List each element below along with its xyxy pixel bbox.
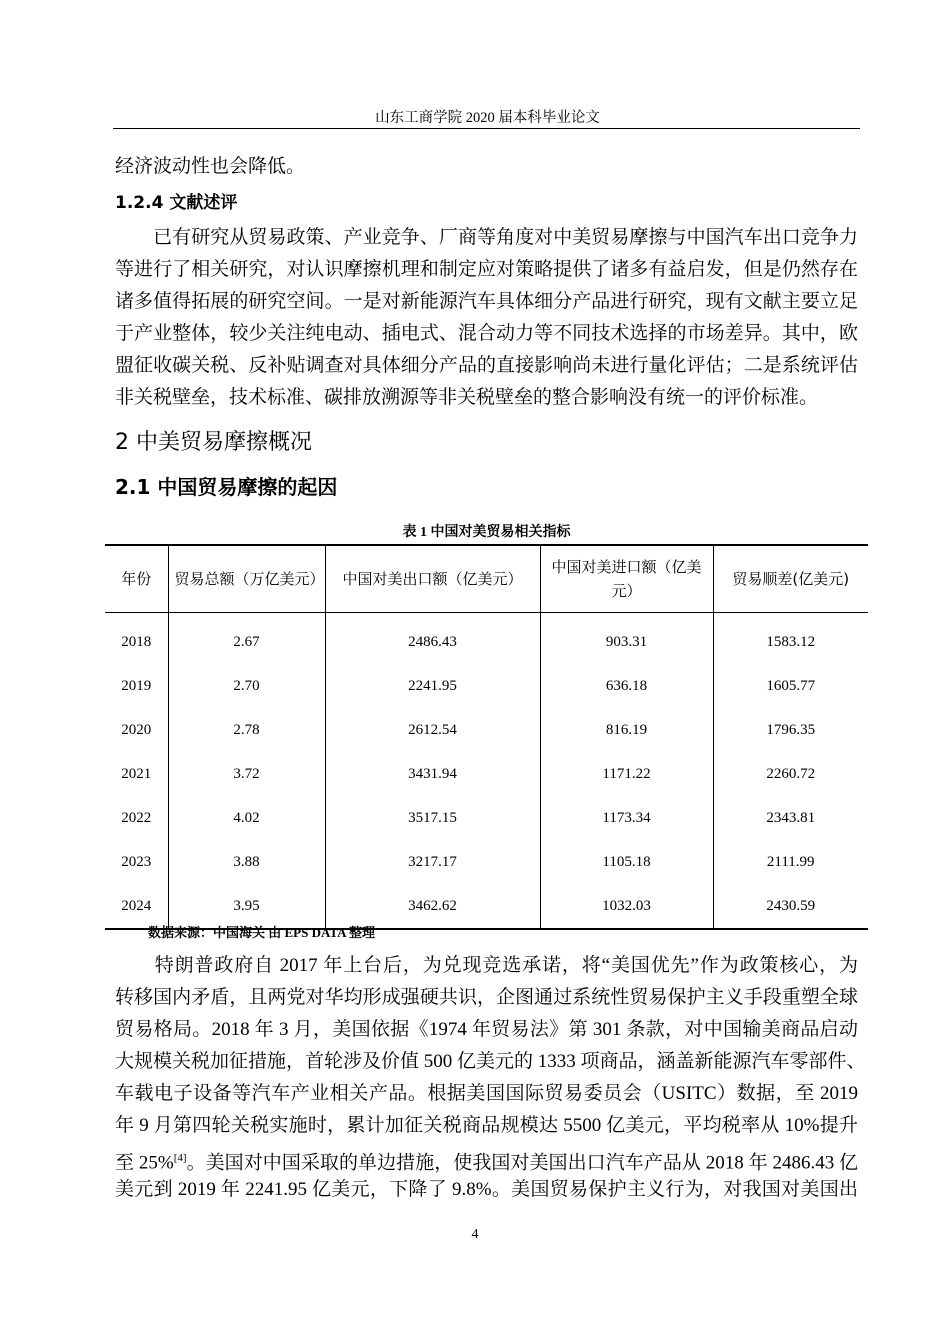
table-row (105, 752, 868, 796)
text: 。美国对中国采取的单边措施，使我国对美国出口汽车产品从 2018 年 2486.43 亿 (186, 1152, 858, 1174)
table-cell: 4.02 (168, 796, 325, 840)
table-cell: 3.88 (168, 840, 325, 884)
table-cell: 2019 (121, 677, 152, 694)
section-heading-2-1: 2.1 中国贸易摩擦的起因 (115, 475, 338, 499)
table-cell: 2020 (121, 721, 152, 738)
table-cell: 3517.15 (325, 796, 540, 840)
table-cell: 636.18 (540, 664, 713, 708)
body-line: 盟征收碳关税、反补贴调查对具体细分产品的直接影响尚未进行量化评估；二是系统评估 (115, 355, 858, 376)
table-cell: 2021 (121, 765, 152, 782)
body-line: 特朗普政府自 2017 年上台后，为兑现竞选承诺，将“美国优先”作为政策核心，为 (115, 955, 858, 976)
table-cell: 2241.95 (325, 664, 540, 708)
body-line: 大规模关税加征措施，首轮涉及价值 500 亿美元的 1333 项商品，涵盖新能源汽车零部件、 (115, 1051, 866, 1072)
table-header-row (105, 545, 868, 613)
table-cell: 2111.99 (713, 840, 868, 884)
body-line: 转移国内矛盾，且两党对华均形成强硬共识，企图通过系统性贸易保护主义手段重塑全球 (115, 987, 858, 1008)
table-row (105, 613, 868, 665)
table-cell: 1032.03 (540, 884, 713, 929)
table-cell: 2.78 (168, 708, 325, 752)
table-cell: 903.31 (540, 613, 713, 665)
column-header: 贸易顺差(亿美元) (713, 545, 868, 613)
trade-indicators-table (105, 544, 868, 930)
table-cell: 816.19 (540, 708, 713, 752)
page-number: 4 (471, 1227, 479, 1242)
table-cell: 2022 (121, 809, 152, 826)
table-cell: 1583.12 (713, 613, 868, 665)
table-cell: 2.67 (168, 613, 325, 665)
table-cell: 2260.72 (713, 752, 868, 796)
table-cell: 3.95 (168, 884, 325, 929)
table-cell: 1605.77 (713, 664, 868, 708)
table-caption: 表 1 中国对美贸易相关指标 (402, 525, 571, 540)
table-row (105, 840, 868, 884)
table-cell: 2486.43 (325, 613, 540, 665)
section-heading-1-2-4: 1.2.4 文献述评 (115, 193, 238, 213)
header-rule (113, 128, 860, 129)
body-line: 经济波动性也会降低。 (115, 156, 306, 177)
body-line: 车载电子设备等汽车产业相关产品。根据美国国际贸易委员会（USITC）数据，至 2019 (115, 1083, 858, 1104)
text: 至 25% (115, 1152, 174, 1174)
table-row (105, 664, 868, 708)
body-line (115, 1142, 858, 1174)
table-cell: 3462.62 (325, 884, 540, 929)
table-row (105, 796, 868, 840)
table-cell: 1171.22 (540, 752, 713, 796)
table-source-note: 数据来源：中国海关 由 EPS DATA 整理 (148, 925, 376, 940)
table-cell: 2430.59 (713, 884, 868, 929)
body-line: 诸多值得拓展的研究空间。一是对新能源汽车具体细分产品进行研究，现有文献主要立足 (115, 291, 858, 312)
table-cell: 2018 (121, 633, 152, 650)
table-cell: 3217.17 (325, 840, 540, 884)
column-header: 中国对美出口额（亿美元） (325, 545, 540, 613)
column-header: 贸易总额（万亿美元） (168, 545, 325, 613)
table-cell: 2023 (121, 853, 152, 870)
body-line: 已有研究从贸易政策、产业竞争、厂商等角度对中美贸易摩擦与中国汽车出口竞争力 (115, 227, 858, 248)
citation[interactable]: [4] (173, 1152, 187, 1164)
column-header: 中国对美进口额（亿美元） (540, 545, 713, 613)
table-row (105, 708, 868, 752)
table-cell: 2612.54 (325, 708, 540, 752)
table-cell: 3431.94 (325, 752, 540, 796)
table-cell: 2.70 (168, 664, 325, 708)
table-cell: 1105.18 (540, 840, 713, 884)
running-header: 山东工商学院 2020 届本科毕业论文 (375, 110, 600, 126)
table-cell: 2343.81 (713, 796, 868, 840)
column-header: 年份 (121, 570, 152, 588)
table-cell: 3.72 (168, 752, 325, 796)
body-line: 年 9 月第四轮关税实施时，累计加征关税商品规模达 5500 亿美元，平均税率从 10%提升 (115, 1115, 858, 1136)
body-line: 于产业整体，较少关注纯电动、插电式、混合动力等不同技术选择的市场差异。其中，欧 (115, 323, 858, 344)
body-line: 非关税壁垒，技术标准、碳排放溯源等非关税壁垒的整合影响没有统一的评价标准。 (115, 387, 819, 408)
body-line: 美元到 2019 年 2241.95 亿美元，下降了 9.8%。美国贸易保护主义行为，对我国对美国出 (115, 1179, 858, 1200)
body-line: 贸易格局。2018 年 3 月，美国依据《1974 年贸易法》第 301 条款，对中国输美商品启动 (115, 1019, 858, 1040)
body-line: 等进行了相关研究，对认识摩擦机理和制定应对策略提供了诸多有益启发，但是仍然存在 (115, 259, 858, 280)
table-cell: 1173.34 (540, 796, 713, 840)
chapter-heading: 2 中美贸易摩擦概况 (115, 430, 312, 455)
table-cell: 2024 (121, 897, 152, 914)
table-cell: 1796.35 (713, 708, 868, 752)
